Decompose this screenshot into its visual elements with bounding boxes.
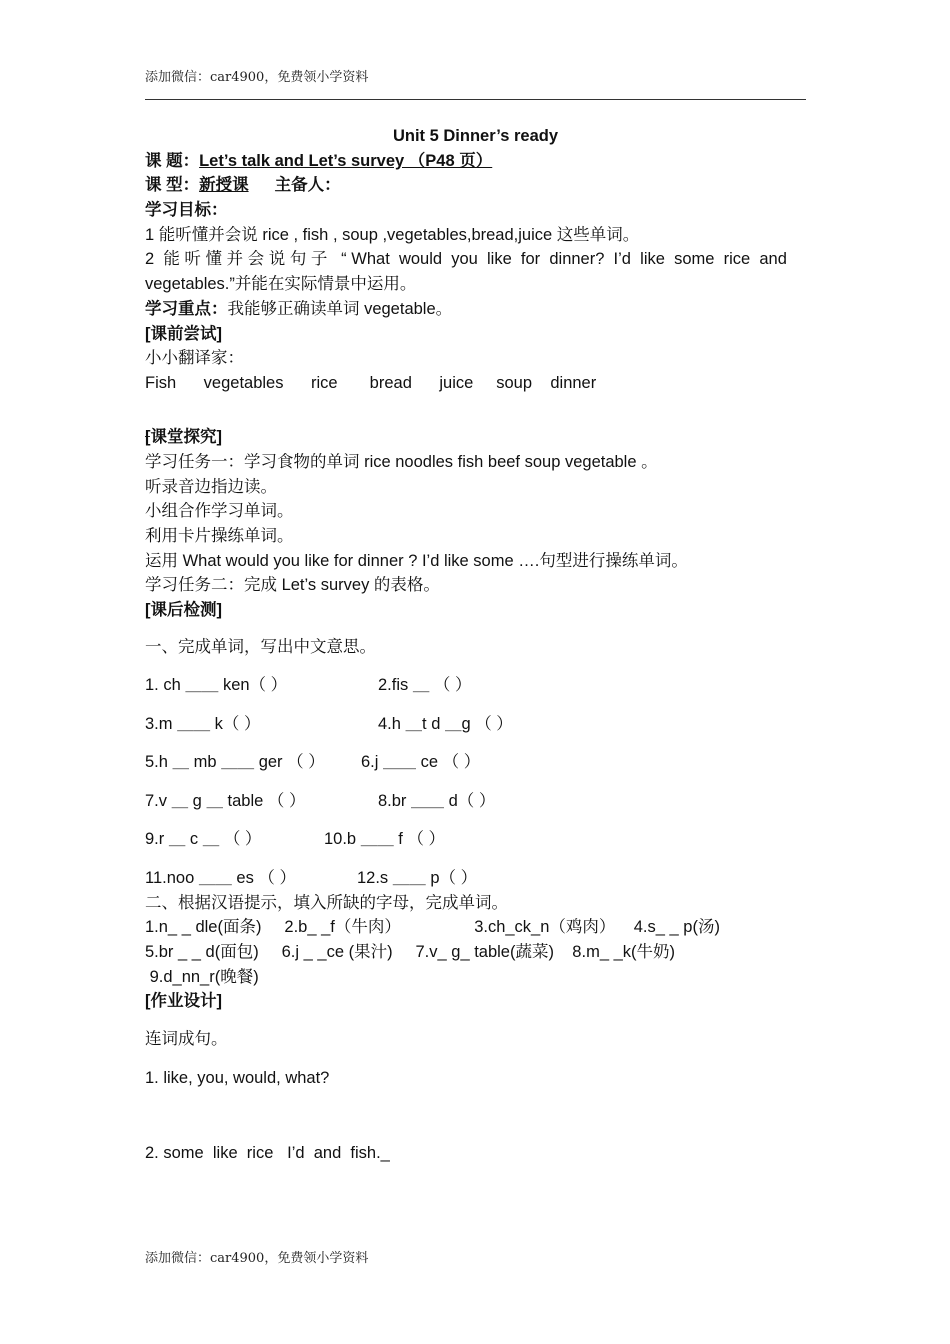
exercise-item: 1. ch ＿＿ ken（ ）: [145, 676, 288, 695]
lesson-plan: [145, 124, 806, 1166]
part2-line-3: 9.d_nn_r(晚餐): [145, 967, 259, 986]
exercise-item: 10.b ＿＿ f （ ）: [324, 830, 446, 849]
exercise-row: [145, 866, 806, 891]
part2-line-1: 1.n_ _ dle(面条) 2.b_ _f（牛肉） 3.ch_ck_n（鸡肉） 4.s_ _ p(汤): [145, 918, 720, 937]
exercise-row: [145, 750, 806, 789]
exercise-row: [145, 827, 806, 866]
exercise-item: 6.j ＿＿ ce （ ）: [361, 753, 481, 772]
exercise-row: [145, 673, 806, 712]
homework-heading: [作业设计]: [145, 992, 222, 1011]
exercise-item: 5.h ＿ mb ＿＿ ger （ ）: [145, 753, 325, 772]
exercise-item: 9.r ＿ c ＿ （ ）: [145, 830, 262, 849]
task-2: 学习任务二：完成 Let’s survey 的表格。: [145, 576, 440, 595]
exercise-row: [145, 789, 806, 828]
exercise-item: 8.br ＿＿ d（ ）: [378, 791, 496, 810]
homework-question-1: 1. like, you, would, what?: [145, 1068, 330, 1087]
step-drill: 运用 What would you like for dinner ? I’d like some ….句型进行操练单词。: [145, 551, 688, 570]
preclass-heading: [课前尝试]: [145, 324, 222, 343]
exercise-item: 3.m ＿＿ k（ ）: [145, 714, 261, 733]
exercise-row: [145, 712, 806, 751]
exercise-item: 7.v ＿ g ＿ table （ ）: [145, 791, 306, 810]
step-listen: 听录音边指边读。: [145, 477, 277, 496]
translation-words: Fish vegetables rice bread juice soup dinner: [145, 373, 597, 392]
homework-question-2: 2. some like rice I’d and fish._: [145, 1144, 390, 1163]
exercise-item: 12.s ＿＿ p（ ）: [357, 868, 478, 887]
key-point: [145, 297, 806, 322]
postclass-heading: [课后检测]: [145, 601, 222, 620]
exercise-item: 2.fis ＿ （ ）: [378, 676, 472, 695]
page-header: 添加微信：car4900，免费领小学资料: [145, 70, 369, 85]
page-footer: 添加微信：car4900，免费领小学资料: [145, 1251, 369, 1266]
task-1: 学习任务一：学习食物的单词 rice noodles fish beef soup vegetable 。: [145, 452, 658, 471]
preclass-subheading: 小小翻译家：: [145, 349, 244, 368]
part2-line-2: 5.br _ _ d(面包) 6.j _ _ce (果汁) 7.v_ g_ table(蔬菜) 8.m_ _k(牛奶): [145, 943, 675, 961]
objective-2: 2 能 听 懂 并 会 说 句 子 “ What would you like for dinner? I’d like some rice and: [145, 250, 787, 269]
type-label: 课 型：: [145, 176, 200, 195]
key-point-label: 学习重点：: [145, 299, 228, 318]
topic-line: [145, 149, 806, 174]
topic-label: 课 题：: [145, 151, 200, 170]
step-cards: 利用卡片操练单词。: [145, 527, 294, 545]
step-group: 小组合作学习单词。: [145, 502, 294, 521]
topic-value: Let’s talk and Let’s survey （P48 页）: [199, 151, 493, 170]
part1-heading: 一、完成单词，写出中文意思。: [145, 637, 376, 656]
inclass-heading: [课堂探究]: [145, 428, 222, 447]
part2-heading: 二、根据汉语提示，填入所缺的字母，完成单词。: [145, 893, 508, 912]
preparer-label: 主备人：: [274, 176, 341, 195]
exercise-item: 4.h ＿t d ＿g （ ）: [378, 714, 513, 733]
header-divider: [145, 99, 806, 100]
unit-title: Unit 5 Dinner’s ready: [392, 127, 559, 145]
objectives-heading: 学习目标：: [145, 201, 228, 220]
type-value: 新授课: [199, 176, 249, 195]
objective-2-continued: vegetables.”并能在实际情景中运用。: [145, 275, 417, 294]
type-line: [145, 173, 806, 198]
objective-1: 1 能听懂并会说 rice , fish , soup ,vegetables,bread,juice 这些单词。: [145, 225, 640, 244]
key-point-value: 我能够正确读单词 vegetable。: [227, 299, 453, 318]
homework-instruction: 连词成句。: [145, 1030, 228, 1049]
exercise-item: 11.noo ＿＿ es （ ）: [145, 868, 297, 887]
